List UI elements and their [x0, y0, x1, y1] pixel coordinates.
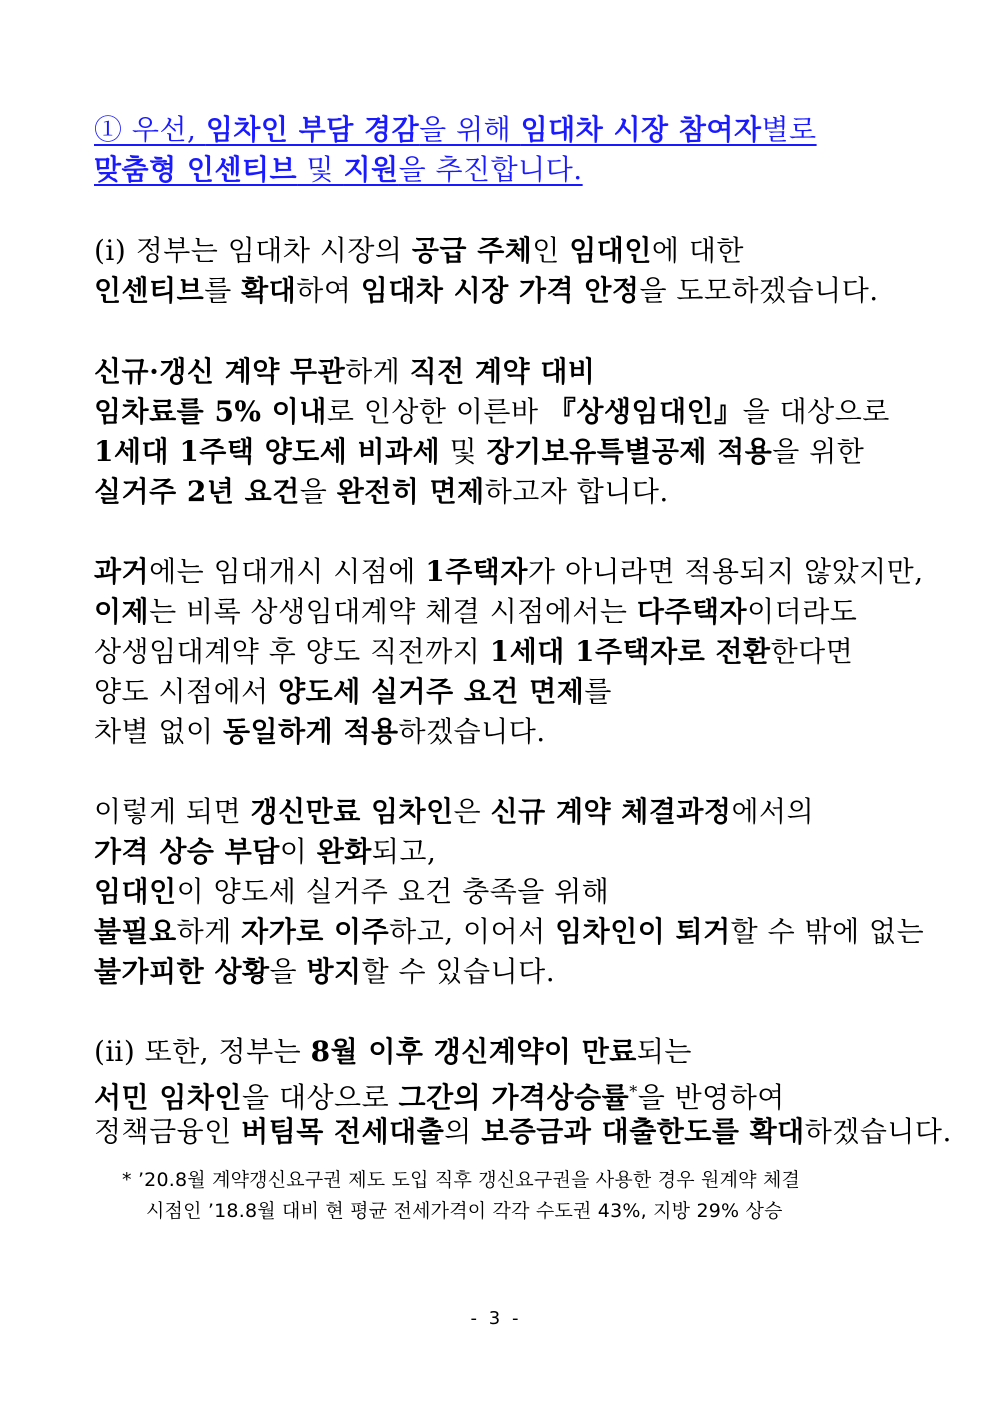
text-segment: * [629, 1082, 638, 1101]
text-segment: 하겠습니다. [398, 715, 546, 748]
text-segment: 불필요 [94, 915, 177, 948]
text-segment: 맞춤형 인센티브 [94, 153, 298, 186]
text-segment: 지원 [343, 153, 399, 186]
text-segment: 상생임대계약 후 양도 직전까지 [94, 635, 490, 668]
text-segment: 임대차 시장 참여자 [520, 113, 762, 146]
text-segment: 은 [453, 795, 491, 828]
footnote-line-2: 시점인 ’18.8월 대비 현 평균 전세가격이 각각 수도권 43%, 지방 29% 상승 [146, 1200, 783, 1222]
text-segment: 이렇게 되면 [94, 795, 251, 828]
text-segment: (ⅰ) 정부는 임대차 시장의 [94, 234, 412, 267]
para-i-line-1 [94, 231, 744, 271]
text-segment: 을 추진합니다. [398, 153, 583, 186]
text-segment: 및 [440, 435, 487, 468]
text-segment: 이제 [94, 595, 150, 628]
text-segment: 하겠습니다. [804, 1115, 952, 1148]
past-line-1 [94, 552, 924, 592]
text-segment: 는 비록 상생임대계약 체결 시점에서는 [149, 595, 637, 628]
text-segment: 한다면 [770, 635, 854, 668]
text-segment: 및 [297, 153, 344, 186]
text-segment: 다주택자 [636, 595, 748, 628]
past-line-4 [94, 672, 612, 712]
text-segment: 에서의 [731, 795, 815, 828]
text-segment: 1주택자 [425, 555, 528, 588]
para-ii-line-1 [94, 1032, 692, 1072]
text-segment: 할 수 밖에 없는 [730, 915, 925, 948]
text-segment: 을 도모하겠습니다. [639, 274, 879, 307]
text-segment: 임대차 시장 가격 안정 [360, 274, 640, 307]
text-segment: 를 [204, 274, 242, 307]
text-segment: 실거주 2년 요건 [94, 475, 300, 508]
past-line-3 [94, 632, 853, 672]
renewal-line-3 [94, 432, 864, 472]
text-segment: 신규·갱신 계약 무관 [94, 355, 346, 388]
text-segment: 자가로 이주 [241, 915, 390, 948]
para-i-line-2 [94, 271, 879, 311]
text-segment: 별로 [761, 113, 817, 146]
text-segment: 을 대상으로 [242, 1081, 399, 1114]
text-segment: 버팀목 전세대출 [241, 1115, 445, 1148]
text-segment: 되고, [371, 835, 437, 868]
text-segment: 8월 이후 갱신계약이 만료 [310, 1035, 637, 1068]
text-segment: 완전히 면제 [336, 475, 485, 508]
text-segment: 동일하게 적용 [223, 715, 399, 748]
page-number: - 3 - [470, 1308, 522, 1329]
text-segment: 『상생임대인』 [547, 395, 743, 428]
text-segment: 가 아니라면 적용되지 않았지만, [527, 555, 924, 588]
text-segment: 가격 상승 부담 [94, 835, 280, 868]
text-segment: 이 [279, 835, 317, 868]
text-segment: 을 위해 [419, 113, 521, 146]
text-segment: 정책금융인 [94, 1115, 242, 1148]
text-segment: 을 [299, 475, 337, 508]
para-ii-line-3 [94, 1112, 952, 1152]
section-heading-line-1 [94, 110, 817, 150]
text-segment: 불가피한 상황 [94, 955, 270, 988]
text-segment: 갱신만료 임차인 [250, 795, 454, 828]
text-segment: 임차료를 5% 이내 [94, 395, 327, 428]
text-segment: 를 [584, 675, 612, 708]
renewal-line-1 [94, 352, 595, 392]
text-segment: 하고, 이어서 [389, 915, 556, 948]
text-segment: 의 [444, 1115, 482, 1148]
footnote-line-1: * ’20.8월 계약갱신요구권 제도 도입 직후 갱신요구권을 사용한 경우 원계약 체결 [122, 1169, 801, 1191]
text-segment: 하고자 합니다. [484, 475, 669, 508]
text-segment: 에 대한 [651, 234, 744, 267]
text-segment: 로 인상한 이른바 [326, 395, 548, 428]
text-segment: 장기보유특별공제 적용 [486, 435, 773, 468]
text-segment: 1세대 1주택 양도세 비과세 [94, 435, 441, 468]
text-segment: ① 우선, [94, 113, 206, 146]
text-segment: 서민 임차인 [94, 1081, 242, 1114]
effect-line-1 [94, 792, 814, 832]
text-segment: 그간의 가격상승률 [398, 1081, 630, 1114]
effect-line-3 [94, 872, 609, 912]
text-segment: 하게 [176, 915, 242, 948]
text-segment: 신규 계약 체결과정 [490, 795, 732, 828]
text-segment: 양도 시점에서 [94, 675, 279, 708]
text-segment: 을 반영하여 [637, 1081, 785, 1114]
text-segment: 인센티브 [94, 274, 205, 307]
text-segment: 을 대상으로 [742, 395, 890, 428]
effect-line-4 [94, 912, 924, 952]
past-line-5 [94, 712, 546, 752]
text-segment: 하여 [296, 274, 361, 307]
text-segment: 임대인 [569, 234, 652, 267]
text-segment: 인 [532, 234, 570, 267]
text-segment: (ⅱ) 또한, 정부는 [94, 1035, 311, 1068]
text-segment: 되는 [636, 1035, 692, 1068]
text-segment: 과거 [94, 555, 150, 588]
text-segment: 임차인이 퇴거 [555, 915, 731, 948]
text-segment: 1세대 1주택자로 전환 [489, 635, 771, 668]
text-segment: 차별 없이 [94, 715, 223, 748]
effect-line-2 [94, 832, 436, 872]
text-segment: 보증금과 대출한도를 확대 [481, 1115, 805, 1148]
text-segment: 에는 임대개시 시점에 [149, 555, 426, 588]
text-segment: 을 [269, 955, 307, 988]
text-segment: 이 양도세 실거주 요건 충족을 위해 [176, 875, 610, 908]
text-segment: 을 위한 [772, 435, 865, 468]
text-segment: 할 수 있습니다. [361, 955, 556, 988]
text-segment: 직전 계약 대비 [409, 355, 596, 388]
text-segment: 방지 [306, 955, 362, 988]
text-segment: 이더라도 [747, 595, 858, 628]
effect-line-5 [94, 952, 555, 992]
section-heading-line-2 [94, 150, 583, 190]
past-line-2 [94, 592, 857, 632]
text-segment: 하게 [345, 355, 410, 388]
text-segment: 임대인 [94, 875, 177, 908]
renewal-line-2 [94, 392, 890, 432]
text-segment: 임차인 부담 경감 [205, 113, 420, 146]
text-segment: 공급 주체 [411, 234, 533, 267]
text-segment: 확대 [241, 274, 297, 307]
text-segment: 양도세 실거주 요건 면제 [278, 675, 585, 708]
renewal-line-4 [94, 472, 669, 512]
text-segment: 완화 [316, 835, 372, 868]
